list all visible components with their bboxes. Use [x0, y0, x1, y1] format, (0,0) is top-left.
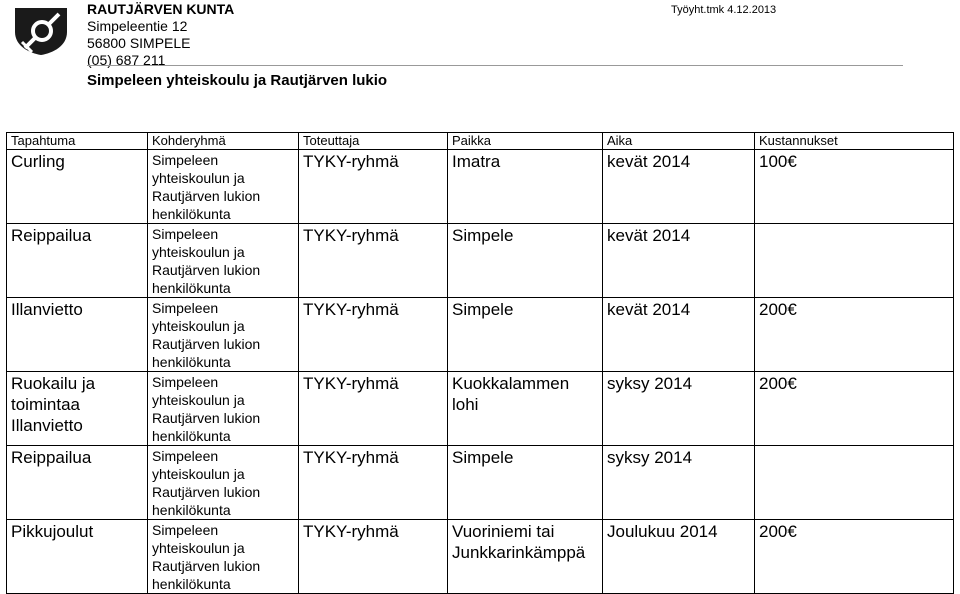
table-row [7, 446, 954, 520]
table-row [7, 520, 954, 594]
organizer-cell: TYKY-ryhmä [299, 298, 448, 372]
event-cell: Reippailua [7, 446, 148, 520]
column-header-target: Kohderyhmä [148, 133, 299, 150]
target-cell: Simpeleen yhteiskoulun ja Rautjärven lukion henkilökunta [148, 446, 299, 520]
time-cell: kevät 2014 [603, 224, 755, 298]
org-address: Simpeleentie 12 [87, 18, 188, 34]
org-postal: 56800 SIMPELE [87, 35, 191, 51]
organizer-cell: TYKY-ryhmä [299, 446, 448, 520]
events-table [6, 132, 954, 594]
target-cell: Simpeleen yhteiskoulun ja Rautjärven lukion henkilökunta [148, 372, 299, 446]
time-cell: syksy 2014 [603, 372, 755, 446]
municipal-coat-of-arms-icon [13, 6, 69, 56]
table-row [7, 224, 954, 298]
column-header-time: Aika [603, 133, 755, 150]
target-cell: Simpeleen yhteiskoulun ja Rautjärven lukion henkilökunta [148, 150, 299, 224]
organization-header [87, 1, 387, 89]
table-row [7, 298, 954, 372]
column-header-cost: Kustannukset [755, 133, 954, 150]
cost-cell [755, 446, 954, 520]
target-cell: Simpeleen yhteiskoulun ja Rautjärven lukion henkilökunta [148, 298, 299, 372]
column-header-organizer: Toteuttaja [299, 133, 448, 150]
place-cell: Imatra [448, 150, 603, 224]
cost-cell [755, 224, 954, 298]
org-phone: (05) 687 211 [87, 52, 166, 68]
place-cell: Kuokkalammen lohi [448, 372, 603, 446]
cost-cell: 200€ [755, 372, 954, 446]
cost-cell: 100€ [755, 150, 954, 224]
place-cell: Simpele [448, 298, 603, 372]
cost-cell: 200€ [755, 298, 954, 372]
column-header-event: Tapahtuma [7, 133, 148, 150]
target-cell: Simpeleen yhteiskoulun ja Rautjärven lukion henkilökunta [148, 224, 299, 298]
time-cell: syksy 2014 [603, 446, 755, 520]
time-cell: Joulukuu 2014 [603, 520, 755, 594]
header-divider [87, 65, 903, 66]
document-meta: Työyht.tmk 4.12.2013 [671, 4, 777, 16]
cost-cell: 200€ [755, 520, 954, 594]
organizer-cell: TYKY-ryhmä [299, 372, 448, 446]
table-row [7, 150, 954, 224]
event-cell: Illanvietto [7, 298, 148, 372]
place-cell: Simpele [448, 224, 603, 298]
org-name: RAUTJÄRVEN KUNTA [87, 1, 235, 17]
column-header-place: Paikka [448, 133, 603, 150]
event-cell: Curling [7, 150, 148, 224]
school-name: Simpeleen yhteiskoulu ja Rautjärven lukio [87, 72, 388, 89]
event-cell: Pikkujoulut [7, 520, 148, 594]
target-cell: Simpeleen yhteiskoulun ja Rautjärven lukion henkilökunta [148, 520, 299, 594]
event-cell: Ruokailu ja toimintaa Illanvietto [7, 372, 148, 446]
place-cell: Vuoriniemi tai Junkkarinkämppä [448, 520, 603, 594]
table-header-row [7, 133, 954, 150]
place-cell: Simpele [448, 446, 603, 520]
organizer-cell: TYKY-ryhmä [299, 150, 448, 224]
organizer-cell: TYKY-ryhmä [299, 224, 448, 298]
table-row [7, 372, 954, 446]
organizer-cell: TYKY-ryhmä [299, 520, 448, 594]
time-cell: kevät 2014 [603, 150, 755, 224]
time-cell: kevät 2014 [603, 298, 755, 372]
event-cell: Reippailua [7, 224, 148, 298]
